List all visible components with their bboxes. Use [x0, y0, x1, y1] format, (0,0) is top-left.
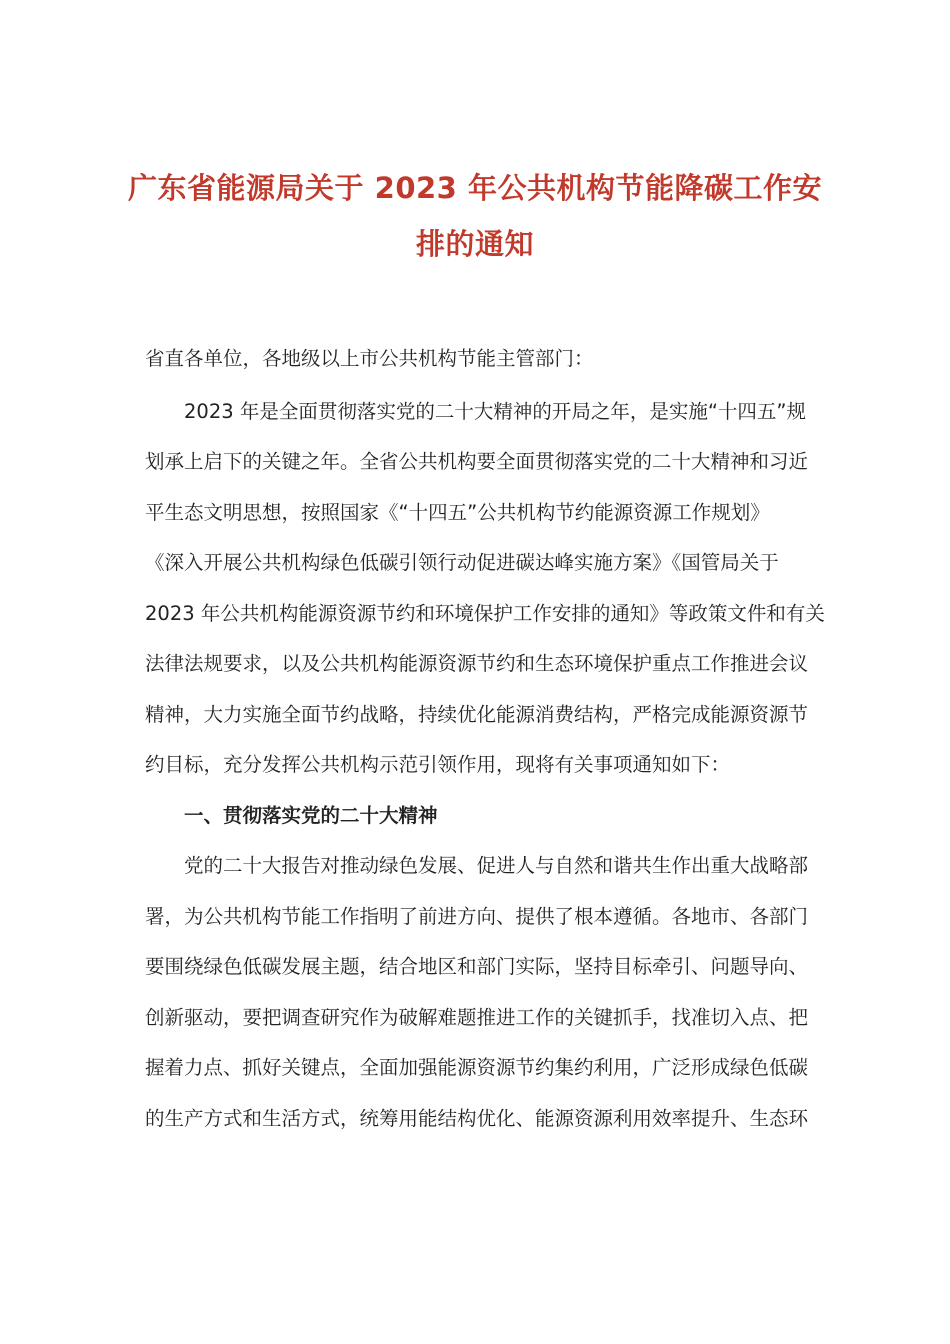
title-line: 广东省能源局关于 2023 年公共机构节能降碳工作安 — [128, 171, 822, 205]
salutation — [145, 334, 810, 385]
paragraph-line: 的生产方式和生活方式，统筹用能结构优化、能源资源利用效率提升、生态环 — [145, 1106, 809, 1130]
paragraph-intro — [145, 387, 825, 791]
paragraph-line: 精神，大力实施全面节约战略，持续优化能源消费结构，严格完成能源资源节 — [145, 702, 809, 726]
paragraph-line: 2023 年公共机构能源资源节约和环境保护工作安排的通知》等政策文件和有关 — [145, 601, 825, 625]
paragraph-section1 — [145, 841, 810, 1144]
paragraph-line: 握着力点、抓好关键点，全面加强能源资源节约集约利用，广泛形成绿色低碳 — [145, 1056, 809, 1079]
paragraph-line: 2023 年是全面贯彻落实党的二十大精神的开局之年，是实施“十四五”规 — [184, 399, 807, 423]
title-line: 排的通知 — [415, 227, 534, 261]
paragraph-line: 《深入开展公共机构绿色低碳引领行动促进碳达峰实施方案》《国管局关于 — [145, 551, 779, 574]
salutation-text: 省直各单位，各地级以上市公共机构节能主管部门： — [145, 347, 594, 370]
paragraph-line: 党的二十大报告对推动绿色发展、促进人与自然和谐共生作出重大战略部 — [184, 854, 809, 877]
paragraph-line: 约目标，充分发挥公共机构示范引领作用，现将有关事项通知如下： — [145, 753, 731, 776]
document-body — [145, 334, 825, 1144]
paragraph-line: 要围绕绿色低碳发展主题，结合地区和部门实际，坚持目标牵引、问题导向、 — [145, 955, 809, 978]
paragraph-line: 划承上启下的关键之年。全省公共机构要全面贯彻落实党的二十大精神和习近 — [145, 450, 809, 473]
paragraph-line: 平生态文明思想，按照国家《“十四五”公共机构节约能源资源工作规划》 — [145, 500, 770, 524]
document-title — [110, 160, 840, 272]
paragraph-line: 署，为公共机构节能工作指明了前进方向、提供了根本遵循。各地市、各部门 — [145, 904, 809, 928]
paragraph-line: 法律法规要求，以及公共机构能源资源节约和生态环境保护重点工作推进会议 — [145, 652, 809, 675]
paragraph-line: 创新驱动，要把调查研究作为破解难题推进工作的关键抓手，找准切入点、把 — [145, 1005, 809, 1029]
section-heading: 一、贯彻落实党的二十大精神 — [184, 803, 438, 827]
